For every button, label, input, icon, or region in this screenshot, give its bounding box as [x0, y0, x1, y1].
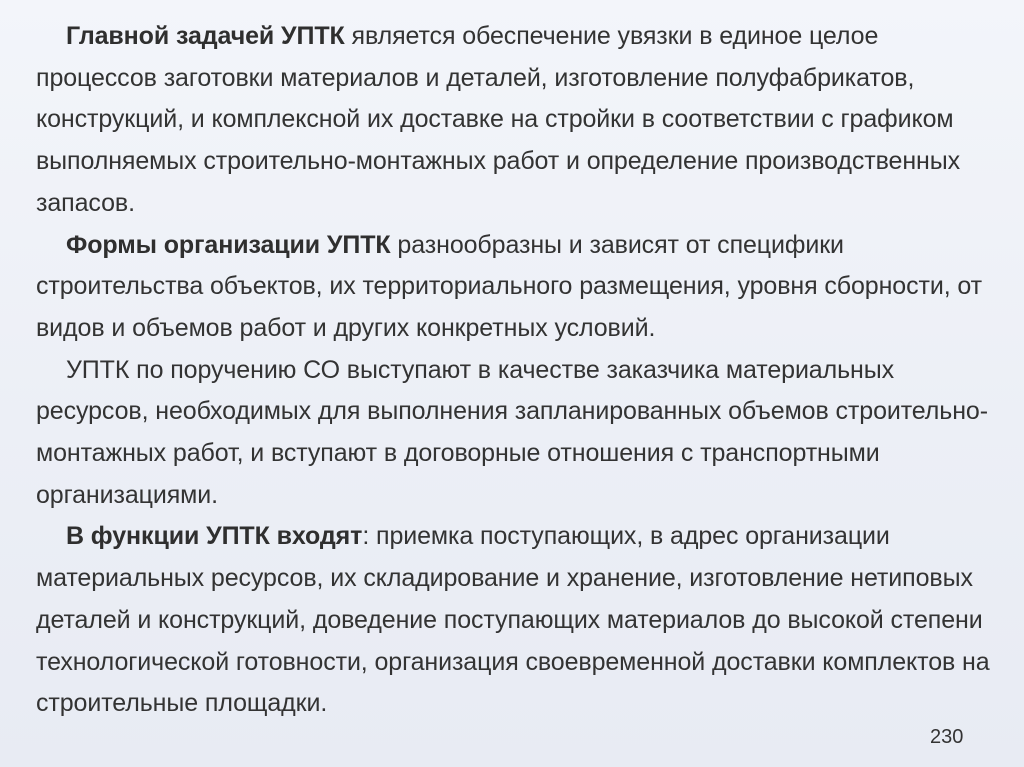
paragraph-text: является обеспечение увязки в единое целое процессов заготовки материалов и деталей, изготовление полуфабрикатов, конструкций, и комплексной их доставке на стройки в соответствии с графиком выполняемых строительно-монтажных работ и определение производственных запасов.: [36, 22, 961, 217]
paragraph-text: : приемка поступающих, в адрес организации материальных ресурсов, их складирование и хранение, изготовление нетиповых деталей и конструкций, доведение поступающих материалов до высокой степени технологической готовности, организация своевременной доставки комплектов на строительные площадки.: [36, 522, 990, 718]
paragraph-customer-role: [36, 350, 996, 517]
paragraph-lead: В функции УПТК входят: [66, 522, 363, 551]
paragraph-organization-forms: [36, 225, 996, 350]
paragraph-text: УПТК по поручению СО выступают в качестве заказчика материальных ресурсов, необходимых для выполнения запланированных объемов строительно-монтажных работ, и вступают в договорные отношения с транспортными организациями.: [36, 355, 988, 509]
paragraph-functions: [36, 516, 996, 725]
slide-body: [36, 16, 996, 725]
paragraph-text: разнообразны и зависят от специфики строительства объектов, их территориального размещения, уровня сборности, от видов и объемов работ и других конкретных условий.: [36, 230, 983, 342]
paragraph-main-task: [36, 16, 996, 225]
paragraph-lead: Формы организации УПТК: [66, 230, 391, 259]
page-number: 230: [930, 726, 964, 748]
paragraph-lead: Главной задачей УПТК: [66, 22, 345, 50]
